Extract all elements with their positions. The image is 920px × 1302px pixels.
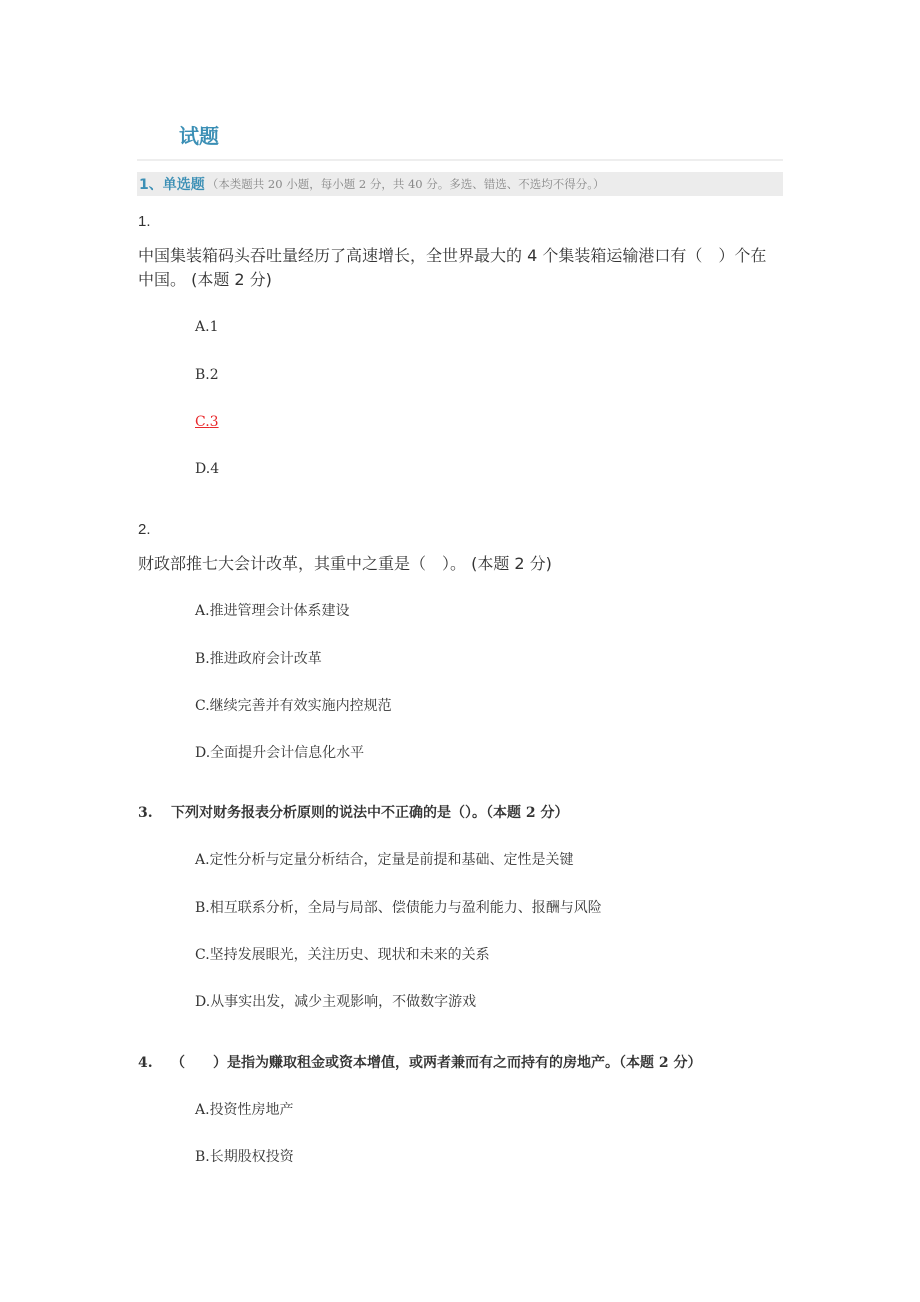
question-3-heading — [138, 803, 569, 823]
question-2-number: 2. — [138, 521, 151, 538]
option-text: 2 — [209, 367, 219, 383]
option-text: 长期股权投资 — [209, 1149, 294, 1165]
option-text: 坚持发展眼光，关注历史、现状和未来的关系 — [209, 947, 490, 963]
option-text: 从事实出发，减少主观影响，不做数字游戏 — [210, 994, 477, 1010]
question-4-number: 4. — [138, 1055, 153, 1071]
question-1-option-c-answer[interactable] — [195, 412, 219, 432]
option-label: B. — [195, 900, 210, 916]
option-text: 3 — [209, 414, 219, 430]
option-text: 推进政府会计改革 — [209, 651, 322, 667]
option-label: B. — [195, 1149, 210, 1165]
question-3-option-d[interactable] — [195, 992, 476, 1012]
option-label: B. — [195, 651, 210, 667]
section-header — [137, 172, 783, 196]
option-label: A. — [195, 1102, 210, 1118]
question-3-option-a[interactable] — [195, 850, 574, 870]
question-3-stem: 下列对财务报表分析原则的说法中不正确的是（）。（本题 2 分） — [171, 805, 569, 821]
option-label: D. — [195, 461, 211, 477]
option-text: 定性分析与定量分析结合，定量是前提和基础、定性是关键 — [209, 852, 574, 868]
question-4-heading — [138, 1053, 702, 1073]
question-4-option-b[interactable] — [195, 1147, 294, 1167]
option-text: 推进管理会计体系建设 — [209, 603, 350, 619]
option-text: 4 — [210, 461, 220, 477]
option-label: C. — [195, 414, 210, 430]
page-title: 试题 — [179, 124, 219, 148]
option-text: 投资性房地产 — [209, 1102, 294, 1118]
question-4-stem: （ ）是指为赚取租金或资本增值，或两者兼而有之而持有的房地产。（本题 2 分） — [171, 1055, 702, 1071]
section-note: （本类题共 20 小题，每小题 2 分，共 40 分。多选、错选、不选均不得分。） — [206, 177, 605, 191]
option-label: A. — [195, 319, 210, 335]
option-label: A. — [195, 852, 210, 868]
title-divider — [137, 159, 783, 161]
option-text: 相互联系分析，全局与局部、偿债能力与盈利能力、报酬与风险 — [209, 900, 602, 916]
question-2-option-a[interactable] — [195, 601, 350, 621]
question-4-option-a[interactable] — [195, 1100, 294, 1120]
option-label: C. — [195, 698, 210, 714]
option-label: D. — [195, 745, 211, 761]
question-1-option-b[interactable] — [195, 365, 219, 385]
question-1-option-d[interactable] — [195, 459, 219, 479]
option-text: 全面提升会计信息化水平 — [210, 745, 365, 761]
question-2-option-b[interactable] — [195, 649, 322, 669]
question-2-stem: 财政部推七大会计改革，其重中之重是（ ）。 (本题 2 分) — [138, 554, 552, 573]
question-3-number: 3. — [138, 805, 153, 821]
option-label: B. — [195, 367, 210, 383]
question-1-stem: 中国集装箱码头吞吐量经历了高速增长，全世界最大的 4 个集装箱运输港口有（ ）个在中国。 (本题 2 分) — [138, 246, 767, 289]
question-3-option-c[interactable] — [195, 945, 490, 965]
option-label: D. — [195, 994, 211, 1010]
option-text: 1 — [209, 319, 219, 335]
section-title: 1、单选题 — [139, 177, 205, 193]
option-text: 继续完善并有效实施内控规范 — [209, 698, 392, 714]
question-1-option-a[interactable] — [195, 317, 218, 337]
question-3-option-b[interactable] — [195, 898, 602, 918]
question-2-option-c[interactable] — [195, 696, 392, 716]
question-2-option-d[interactable] — [195, 743, 364, 763]
option-label: A. — [195, 603, 210, 619]
option-label: C. — [195, 947, 210, 963]
question-1-number: 1. — [138, 213, 151, 230]
